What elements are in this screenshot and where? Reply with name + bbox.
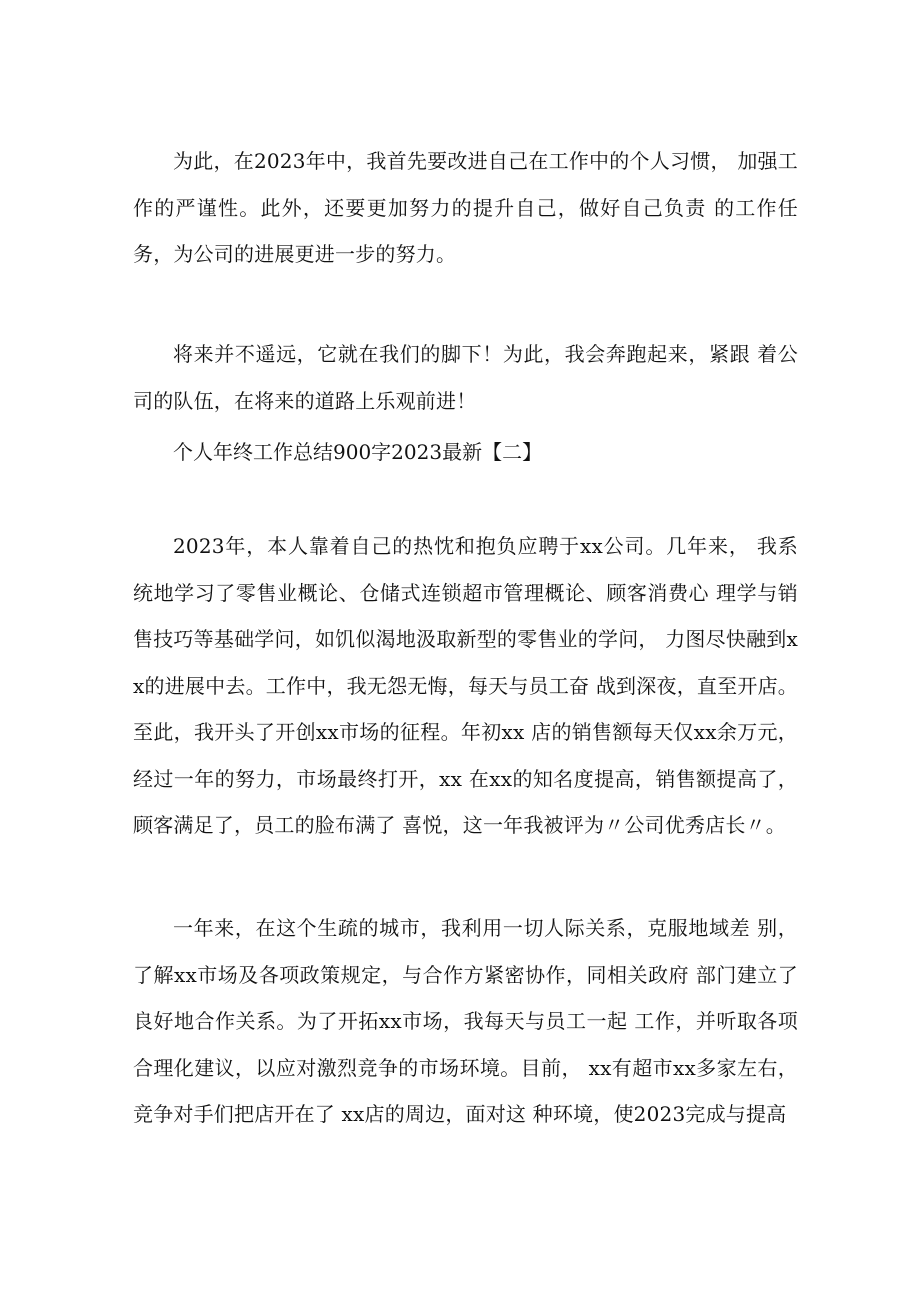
paragraph-store-manager-review: 2023年，本人靠着自己的热忱和抱负应聘于xx公司。几年来， 我系统地学习了零售业概论、仓储式连锁超市管理概论、顾客消费心 理学与销售技巧等基础学问，如饥似渴地汲取新型的零售业的学问， 力图尽快融到xx的进展中去。工作中，我无怨无悔，每天与员工奋 战到深夜，直至开店。至此，我开头了开创xx市场的征程。年初xx 店的销售额每天仅xx余万元，经过一年的努力，市场最终打开，xx 在xx的知名度提高，销售额提高了，顾客满足了，员工的脸布满了 喜悦，这一年我被评为〃公司优秀店长〃。 [133,534,798,837]
section-heading: 个人年终工作总结900字2023最新【二】 [173,440,543,464]
paragraph-future-outlook: 将来并不遥远，它就在我们的脚下！为此，我会奔跑起来，紧跟 着公司的队伍，在将来的道路上乐观前进！ [133,342,798,413]
paragraph-improvement-plan: 为此，在2023年中，我首先要改进自己在工作中的个人习惯， 加强工作的严谨性。此外，还要更加努力的提升自己，做好自己负责 的工作任务，为公司的进展更进一步的努力。 [133,149,798,266]
paragraph-market-expansion: 一年来，在这个生疏的城市，我利用一切人际关系，克服地域差 别，了解xx市场及各项政策规定，与合作方紧密协作，同相关政府 部门建立了良好地合作关系。为了开拓xx市场，我每天与员工一起 工作，并听取各项合理化建议，以应对激烈竞争的市场环境。目前， xx有超市xx多家左右，竞争对手们把店开在了 xx店的周边，面对这 种环境，使2023完成与提高 [133,916,798,1126]
